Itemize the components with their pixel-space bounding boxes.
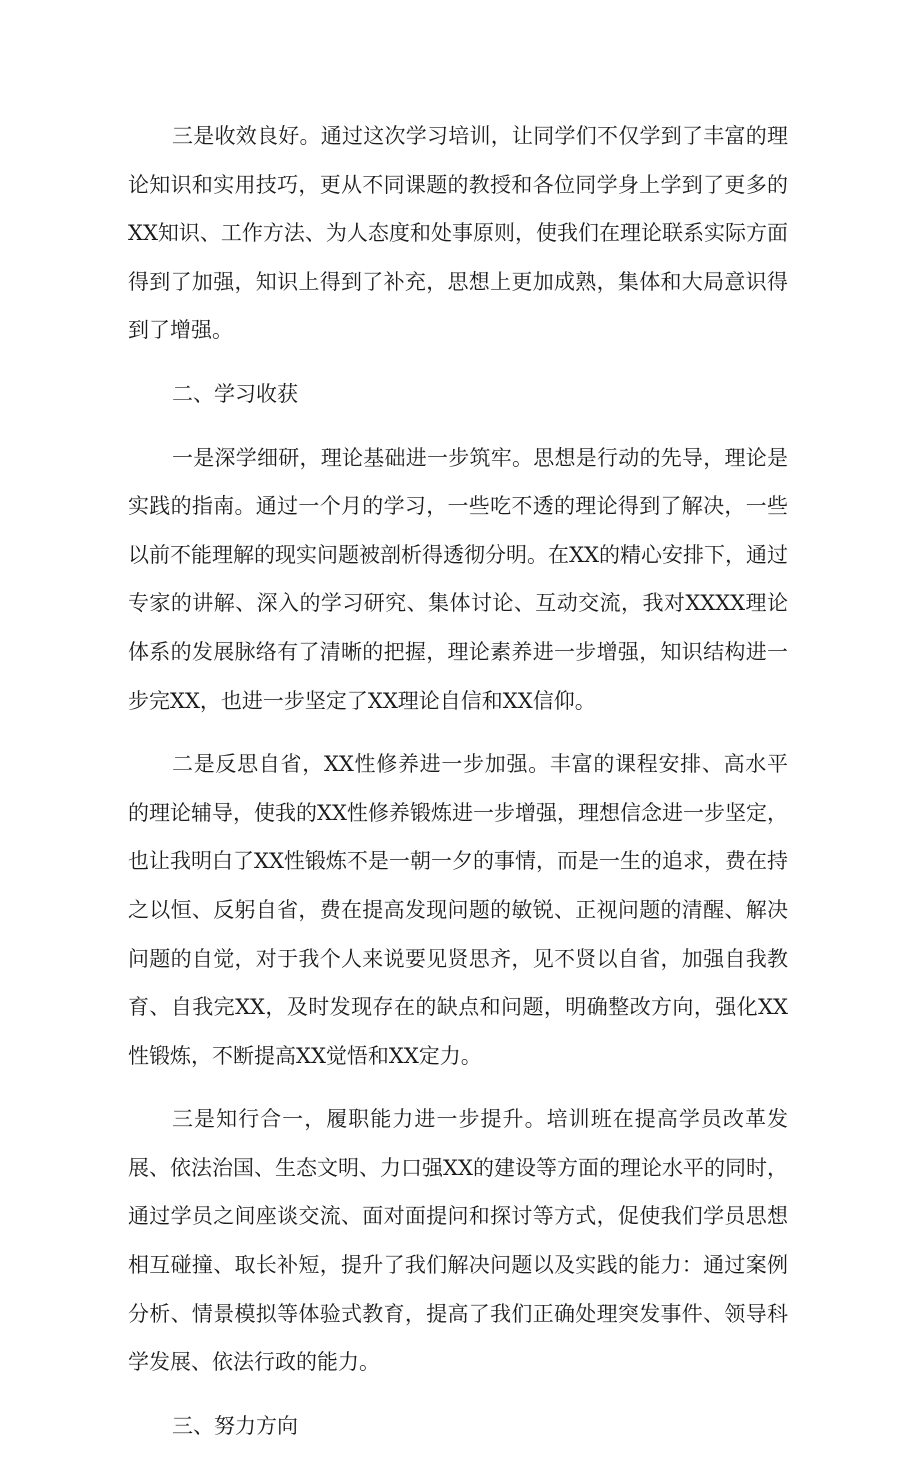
section-heading-learning-gains: 二、学习收获 [172,381,298,406]
paragraph-results-good: 三是收效良好。通过这次学习培训，让同学们不仅学到了丰富的理论知识和实用技巧，更从不同课题的教授和各位同学身上学到了更多的XX知识、工作方法、为人态度和处事原则，使我们在理论联系实际方面得到了加强，知识上得到了补充，思想上更加成熟，集体和大局意识得到了增强。 [128,124,788,343]
paragraph-knowledge-action: 三是知行合一，履职能力进一步提升。培训班在提高学员改革发展、依法治国、生态文明、力口强XX的建设等方面的理论水平的同时，通过学员之间座谈交流、面对面提问和探讨等方式，促使我们学员思想相互碰撞、取长补短，提升了我们解决问题以及实践的能力：通过案例分析、情景模拟等体验式教育，提高了我们正确处理突发事件、领导科学发展、依法行政的能力。 [128,1107,788,1375]
paragraph-theory-foundation: 一是深学细研，理论基础进一步筑牢。思想是行动的先导，理论是实践的指南。通过一个月的学习，一些吃不透的理论得到了解决，一些以前不能理解的现实问题被剖析得透彻分明。在XX的精心安排下，通过专家的讲解、深入的学习研究、集体讨论、互动交流，我对XXXX理论体系的发展脉络有了清晰的把握，理论素养进一步增强，知识结构进一步完XX，也进一步坚定了XX理论自信和XX信仰。 [128,445,788,713]
document-body [128,112,788,1465]
paragraph-self-reflection: 二是反思自省，XX性修养进一步加强。丰富的课程安排、高水平的理论辅导，使我的XX性修养锻炼进一步增强，理想信念进一步坚定，也让我明白了XX性锻炼不是一朝一夕的事情，而是一生的追求，费在持之以恒、反躬自省，费在提高发现问题的敏锐、正视问题的清醒、解决问题的自觉，对于我个人来说要见贤思齐，见不贤以自省，加强自我教育、自我完XX，及时发现存在的缺点和问题，明确整改方向，强化XX性锻炼，不断提高XX觉悟和XX定力。 [128,752,788,1068]
section-heading-future-direction: 三、努力方向 [172,1413,298,1438]
